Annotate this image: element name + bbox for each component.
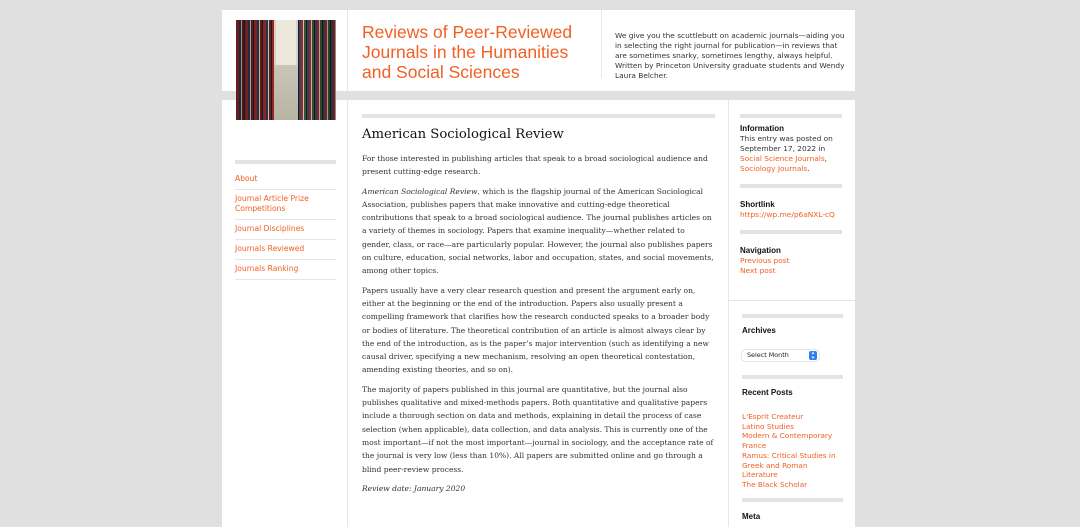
site-title[interactable]: Reviews of Peer-Reviewed Journals in the Humanities and Social Sciences: [362, 22, 573, 82]
right-sidebar: [728, 100, 855, 527]
select-month-value: Select Month: [747, 351, 789, 359]
post-paragraph-1: [362, 185, 715, 278]
post-content: [362, 114, 715, 501]
page-body: [222, 100, 855, 527]
recent-post-link[interactable]: The Black Scholar: [742, 479, 808, 489]
image-shade-left: [236, 20, 274, 120]
recent-post-link[interactable]: Latino Studies: [742, 421, 794, 431]
category-link-sociology[interactable]: Sociology Journals: [740, 164, 808, 173]
image-shade-right: [298, 20, 336, 120]
site-tagline: We give you the scuttlebutt on academic journals—aiding you in selecting the right journal for publication—in reviews that are sometimes snarky, sometimes lengthy, always helpful. Written by Princeton University graduate students and Wendy Laura Belcher.: [615, 31, 845, 80]
header-divider: [601, 10, 602, 78]
sidebar-divider: [740, 114, 842, 118]
sidebar-divider: [742, 314, 843, 318]
meta-title: Meta: [742, 511, 761, 521]
recent-post-link[interactable]: Modern & Contemporary France: [742, 431, 833, 451]
image-floor: [272, 65, 300, 120]
category-link-social-science[interactable]: Social Science Journals: [740, 154, 825, 163]
review-date: [362, 482, 715, 495]
next-post-link[interactable]: Next post: [740, 266, 776, 275]
post-title[interactable]: American Sociological Review: [362, 127, 564, 142]
category-separator: ,: [824, 154, 828, 163]
nav-link-journals-ranking[interactable]: Journals Ranking: [235, 260, 336, 280]
post-info-widget: [740, 100, 842, 276]
archives-month-select[interactable]: [742, 350, 819, 361]
select-updown-icon: ▴ ▾: [809, 351, 817, 360]
recent-post-link[interactable]: Ramus: Critical Studies in Greek and Roman Literature: [742, 450, 836, 480]
recent-posts-title: Recent Posts: [742, 388, 793, 397]
left-nav: [235, 160, 336, 280]
recent-post-link[interactable]: L'Esprit Createur: [742, 412, 804, 421]
image-back-wall: [276, 20, 296, 65]
recent-posts-list: [742, 412, 843, 490]
shortlink-url[interactable]: https://wp.me/p6aNXL-cQ: [740, 210, 835, 219]
sidebar-divider: [740, 184, 842, 188]
sidebar-split-line: [729, 300, 855, 301]
previous-post-link[interactable]: Previous post: [740, 256, 790, 265]
paragraph-1-text: , which is the flagship journal of the American Sociological Association, publishes papers that make innovative and cutting-edge theoretical contributions that speak to a broad sociological audience. The journal publishes articles on a variety of themes in sociology. Papers that examine inequality—whether related to gender, class, or race—are particularly popular. However, the journal also publishes papers on culture, education, social networks, labor and occupation, states, and social movements, among other topics.: [362, 186, 714, 276]
left-nav-divider: [235, 160, 336, 164]
information-title: Information: [740, 124, 784, 133]
left-column: [222, 100, 348, 527]
shortlink-section: [740, 200, 842, 220]
journal-name-emphasis: American Sociological Review: [362, 186, 478, 196]
sidebar-divider: [742, 498, 843, 502]
nav-link-journals-reviewed[interactable]: Journals Reviewed: [235, 240, 336, 260]
post-divider: [362, 114, 715, 118]
navigation-section: [740, 246, 842, 276]
post-intro: For those interested in publishing articles that speak to a broad sociological audience and present cutting-edge research.: [362, 154, 708, 177]
category-end: .: [807, 164, 810, 173]
library-stacks-image[interactable]: [236, 20, 336, 120]
nav-link-prize-competitions[interactable]: Journal Article Prize Competitions: [235, 190, 336, 220]
post-paragraph-3: The majority of papers published in this journal are quantitative, but the journal also publishes qualitative and mixed-methods papers. Both quantitative and qualitative papers include a thorough section on data and methods, explaining in detail the process of case selection (when applicable), data collection, and data analysis. This is currently one of the most important—if not the most important—journal in sociology, and the acceptance rate of the journal is very low (less than 10%). All papers are submitted online and go through a blind peer-review process.: [362, 384, 714, 474]
sidebar-divider: [740, 230, 842, 234]
shortlink-title: Shortlink: [740, 200, 775, 209]
site-widgets: [742, 314, 843, 522]
review-date-text: Review date: January 2020: [362, 483, 466, 493]
sidebar-divider: [742, 375, 843, 379]
nav-link-about[interactable]: About: [235, 170, 336, 190]
information-section: [740, 124, 842, 174]
post-paragraph-2: Papers usually have a very clear research question and present the argument early on, either at the beginning or the end of the introduction. Papers also usually present a compelling framework that clarifies how the research conducted speaks to a broader body or bodies of literature. The theoretical contribution of an article is almost always clear by the end of the introduction, as is the paper’s major intervention (such as identifying a new causal driver, specifying a new mechanism, resolving an open theoretical contestation, amending existing theories, and so on).: [362, 285, 710, 375]
information-text: [740, 134, 842, 174]
archives-title: Archives: [742, 326, 776, 335]
navigation-title: Navigation: [740, 246, 781, 255]
posted-on-text: This entry was posted on September 17, 2022 in: [740, 134, 833, 153]
nav-link-journal-disciplines[interactable]: Journal Disciplines: [235, 220, 336, 240]
